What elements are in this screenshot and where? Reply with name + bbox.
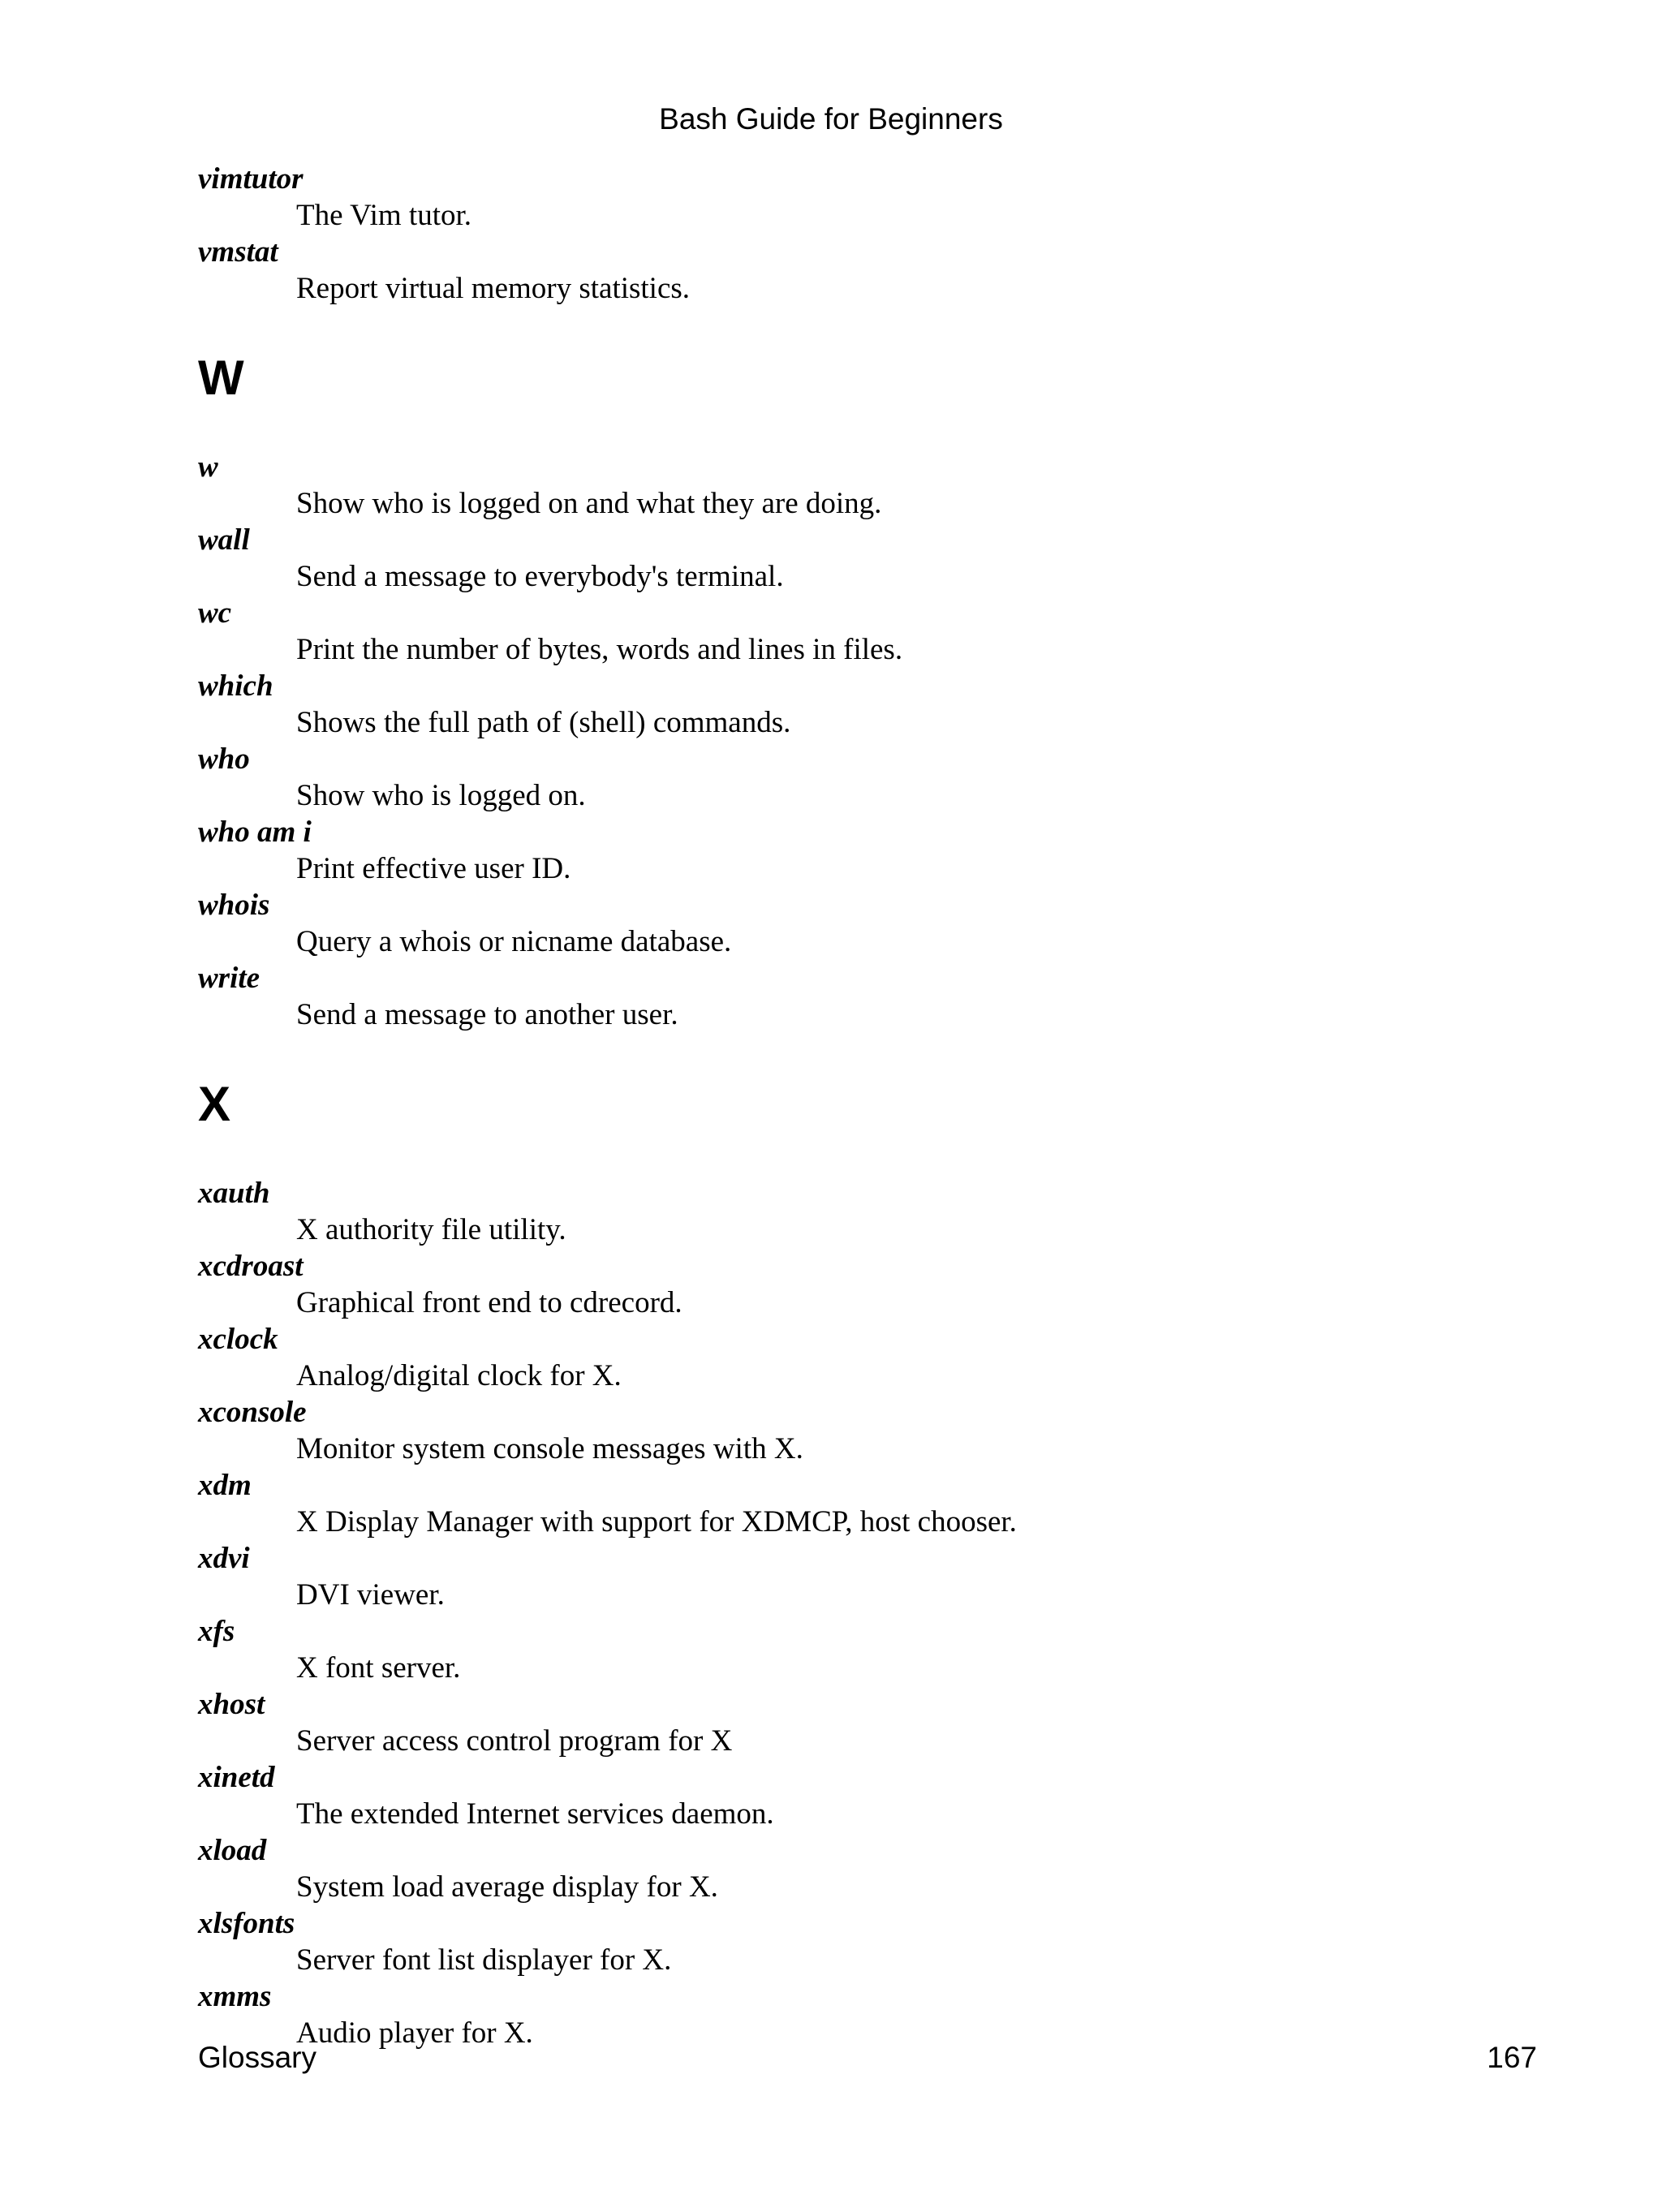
- glossary-definition: DVI viewer.: [296, 1578, 445, 1612]
- glossary-definition: Report virtual memory statistics.: [296, 272, 691, 305]
- glossary-term: xhost: [198, 1688, 265, 1721]
- glossary-definition: Monitor system console messages with X.: [296, 1432, 803, 1465]
- glossary-definition: Send a message to another user.: [296, 998, 678, 1031]
- glossary-term: wc: [198, 596, 232, 630]
- glossary-term: who: [198, 742, 250, 776]
- glossary-definition: Graphical front end to cdrecord.: [296, 1286, 682, 1319]
- glossary-term: xauth: [198, 1177, 270, 1210]
- glossary-term: xcdroast: [198, 1250, 304, 1283]
- glossary-definition: Print effective user ID.: [296, 852, 571, 885]
- glossary-definition: The Vim tutor.: [296, 199, 472, 232]
- glossary-definition: X Display Manager with support for XDMCP, host chooser.: [296, 1505, 1017, 1539]
- glossary-term: write: [198, 962, 260, 995]
- glossary-definition: X font server.: [296, 1651, 461, 1685]
- leading-entry-list: [198, 161, 1537, 307]
- glossary-term: xconsole: [198, 1396, 307, 1429]
- footer-section-name: Glossary: [198, 2041, 316, 2074]
- section-w: [198, 350, 1537, 1033]
- glossary-definition: Show who is logged on and what they are doing.: [296, 487, 882, 520]
- glossary-definition: Analog/digital clock for X.: [296, 1359, 622, 1392]
- section-x: [198, 1076, 1537, 2051]
- glossary-definition: Server access control program for X: [296, 1724, 733, 1758]
- glossary-term: xfs: [198, 1615, 235, 1648]
- glossary-definition: Send a message to everybody's terminal.: [296, 560, 784, 593]
- glossary-definition: Show who is logged on.: [296, 779, 586, 812]
- section-letter-heading: W: [198, 351, 244, 405]
- glossary-term: xdvi: [198, 1542, 250, 1575]
- glossary-content: [198, 161, 1537, 2051]
- glossary-term: xlsfonts: [198, 1907, 295, 1940]
- glossary-definition: X authority file utility.: [296, 1213, 566, 1246]
- glossary-definition: System load average display for X.: [296, 1870, 718, 1904]
- glossary-term: wall: [198, 523, 250, 557]
- page-number: 167: [1487, 2041, 1537, 2074]
- glossary-term: which: [198, 669, 273, 703]
- running-footer: [198, 2040, 1537, 2076]
- glossary-definition: Server font list displayer for X.: [296, 1943, 672, 1977]
- glossary-term: vimtutor: [198, 162, 304, 196]
- glossary-definition: Query a whois or nicname database.: [296, 925, 732, 958]
- section-letter-heading: X: [198, 1077, 231, 1131]
- glossary-term: vmstat: [198, 235, 278, 269]
- glossary-definition: Audio player for X.: [296, 2016, 533, 2050]
- glossary-term: who am i: [198, 816, 312, 849]
- glossary-term: xinetd: [198, 1761, 275, 1794]
- running-header: Bash Guide for Beginners: [659, 102, 1003, 136]
- glossary-term: w: [198, 450, 218, 484]
- glossary-term: xmms: [198, 1980, 272, 2013]
- glossary-term: xclock: [198, 1323, 278, 1356]
- glossary-definition: Shows the full path of (shell) commands.: [296, 706, 791, 739]
- glossary-definition: Print the number of bytes, words and lines in files.: [296, 633, 903, 666]
- glossary-term: xdm: [198, 1469, 252, 1502]
- glossary-term: whois: [198, 889, 270, 922]
- glossary-term: xload: [198, 1834, 267, 1867]
- glossary-definition: The extended Internet services daemon.: [296, 1797, 774, 1831]
